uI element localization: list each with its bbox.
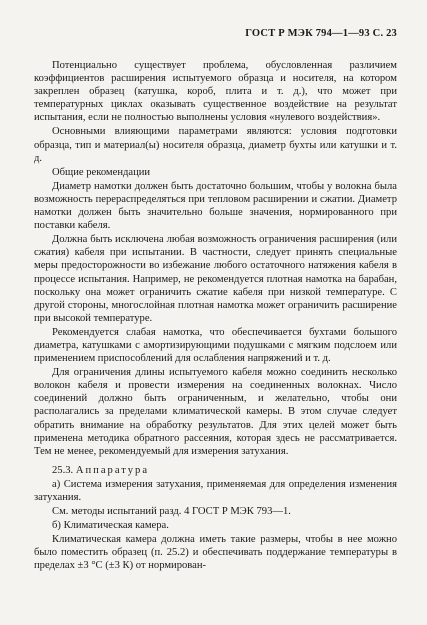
section-title: Аппаратура [75,464,150,476]
list-item: б) Климатическая камера. [52,520,169,532]
paragraph: Должна быть исключена любая возможность ограничения расширения (или сжатия) кабеля при испытании. В частности, следует принять специальные меры предосторожности во избежание любого остаточного натяжения кабеля в процессе испытания. Например, не рекомендуется плотная намотка на барабан, поскольку она может ограничить сжатие кабеля при низкой температуре. С другой стороны, многослойная плотная намотка может ограничить расширение при высокой температуре. [34,234,397,324]
list-item: См. методы испытаний разд. 4 ГОСТ Р МЭК 793—1. [52,506,291,518]
document-body [34,59,397,573]
paragraph: Основными влияющими параметрами являются: условия подготовки образца, тип и материал(ы) носителя образца, диаметр бухты или катушки и т. д. [34,126,397,164]
subheading: Общие рекомендации [52,166,151,178]
list-item: а) Система измерения затухания, применяемая для определения изменения затухания. [34,478,397,503]
paragraph: Рекомендуется слабая намотка, что обеспечивается бухтами большого диаметра, катушками с амортизирующими подушками с мягким подслоем или применением приспособлений для ослабления напряжений и т. д. [34,326,397,365]
paragraph: Климатическая камера должна иметь такие размеры, чтобы в нее можно было поместить образец (п. 25.2) и обеспечивать поддержание температуры в пределах ±3 °С (±3 К) от нормирован- [34,534,397,572]
paragraph: Потенциально существует проблема, обусловленная различием коэффициентов расширения испытуемого образца и носителя, на котором закреплен образец (катушка, короб, плита и т. д.), что может при температурных циклах оказывать существенное воздействие на результат испытания, если не полностью выполнены условия «нулевого воздействия». [34,60,397,124]
paragraph: Для ограничения длины испытуемого кабеля можно соединить несколько волокон кабеля и провести измерения на соединенных волокнах. Число соединений должно быть ограниченным, и желательно, чтобы они располагались за пределами климатической камеры. В этом случае следует обратить внимание на обработку результатов. Для этих целей может быть применена методика обратного рассеяния, которая здесь не рассматривается. Тем не менее, рекомендуемый для измерения затухания. [34,367,397,457]
page-header: ГОСТ Р МЭК 794—1—93 С. 23 [245,28,397,39]
section-number: 25.3. [52,464,74,476]
section-heading [34,464,397,477]
paragraph: Диаметр намотки должен быть достаточно большим, чтобы у волокна была возможность перераспределяться при тепловом расширении и сжатии. Диаметр намотки должен быть значительно больше значения, нормированного при поставки кабеля. [34,180,397,232]
